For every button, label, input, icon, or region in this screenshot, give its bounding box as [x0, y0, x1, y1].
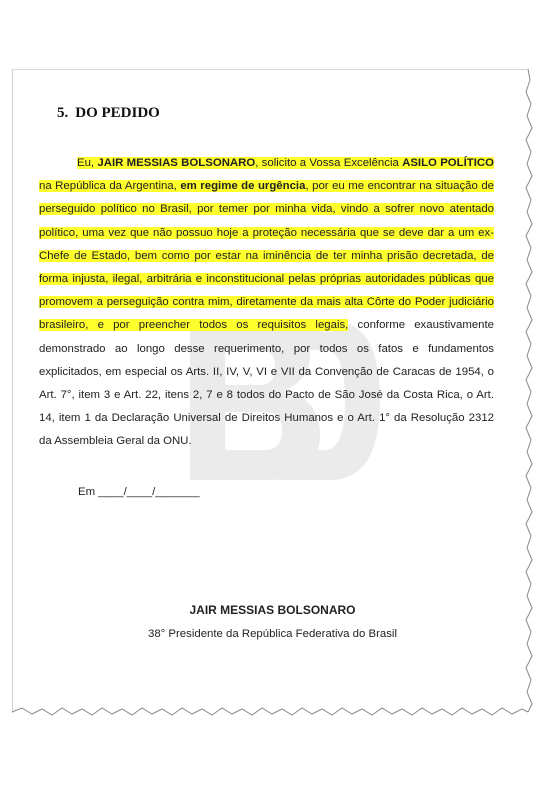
- section-title: DO PEDIDO: [75, 105, 160, 121]
- asylum-term: ASILO POLÍTICO: [402, 157, 494, 169]
- date-line: Em ____/____/_______: [78, 486, 200, 498]
- text-segment: , por eu me encontrar na situação de perseguido político no Brasil, por temer por minha vida, vindo a sofrer novo atentado político, uma vez que não possuo hoje a proteção necessária que se deve dar a um ex-Chefe de Estado, bem como por estar na iminência de ter minha prisão decretada, de forma injusta, ilegal, arbitrária e inconstitucional pelas próprias autoridades públicas que promovem a perseguição contra mim, diretamente da mais alta Côrte do Poder judiciário brasileiro, e por preencher todos os requisitos legais,: [39, 180, 494, 332]
- text-segment: , solicito a Vossa Excelência: [255, 157, 403, 169]
- text-segment: Eu,: [77, 157, 98, 169]
- highlighted-text: [39, 157, 494, 331]
- signature-name: JAIR MESSIAS BOLSONARO: [189, 603, 356, 617]
- request-paragraph: [39, 152, 494, 454]
- urgency-term: em regime de urgência: [180, 180, 306, 193]
- text-segment: conforme exaustivamente demonstrado ao longo desse requerimento, por todos os fatos e fundamentos explicitados, em especial os Arts. II, IV, V, VI e VII da Convenção de Caracas de 1954, o Art. 7°, item 3 e Art. 22, itens 2, 7 e 8 todos do Pacto de São José da Costa Rica, o Art. 14, item 1 da Declaração Universal de Direitos Humanos e o Art. 1° da Resolução 2312 da Assembleia Geral da ONU.: [39, 319, 494, 448]
- section-heading: [57, 105, 160, 122]
- section-number: 5.: [57, 105, 69, 121]
- requester-name: JAIR MESSIAS BOLSONARO: [97, 157, 256, 169]
- text-segment: na República da Argentina,: [39, 180, 181, 193]
- signature-title: 38° Presidente da República Federativa do Brasil: [148, 628, 397, 640]
